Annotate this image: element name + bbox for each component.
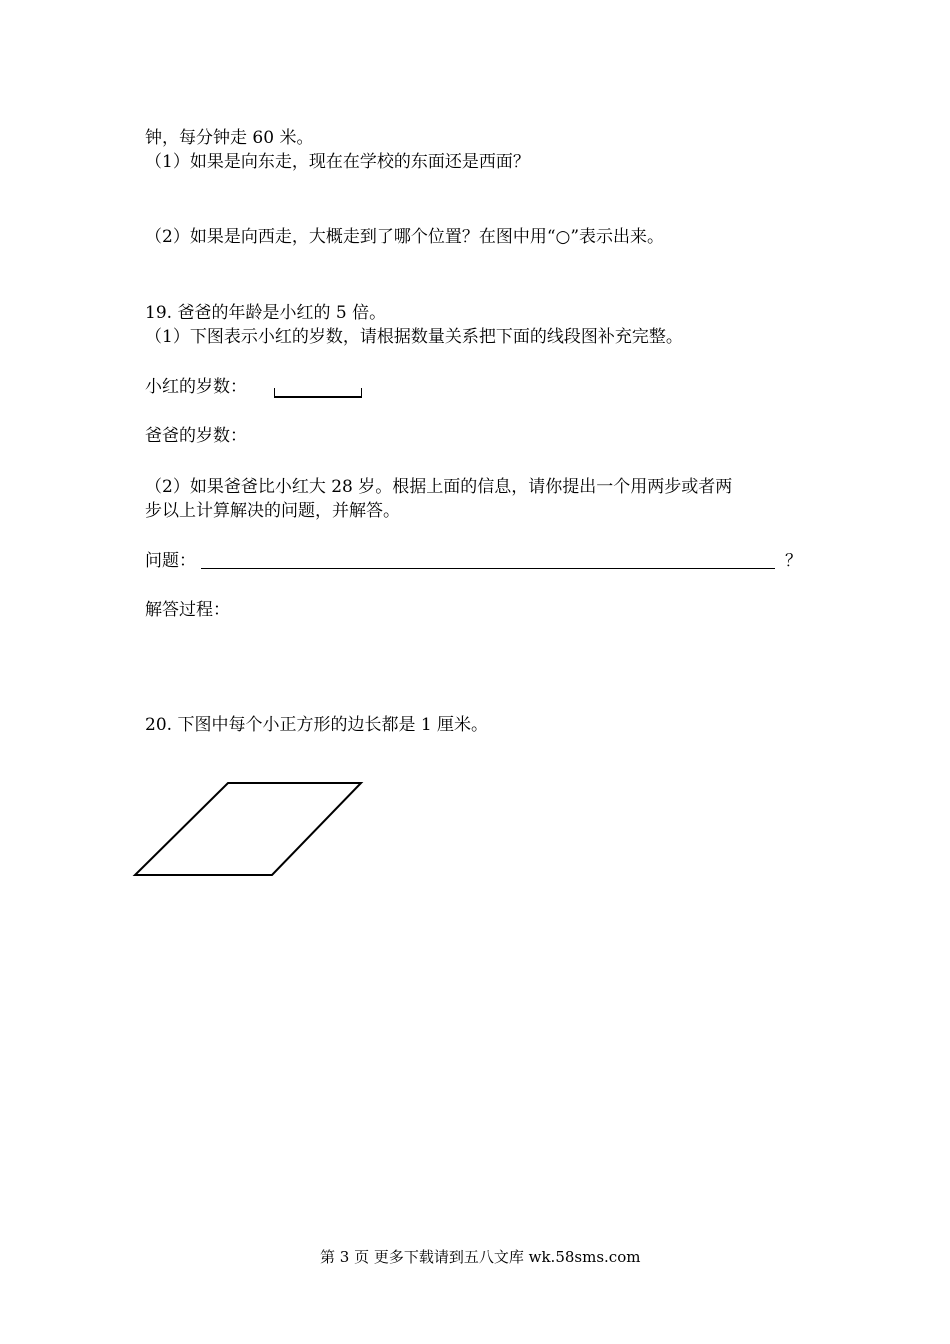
q18-continuation: 钟，每分钟走 60 米。	[145, 128, 314, 148]
q19-title: 19. 爸爸的年龄是小红的 5 倍。	[145, 303, 387, 323]
answer-process-label: 解答过程：	[145, 600, 230, 620]
q19-part2-line2: 步以上计算解决的问题，并解答。	[145, 501, 400, 521]
baba-age-label: 爸爸的岁数：	[145, 426, 247, 446]
q18-part1: （1）如果是向东走，现在在学校的东面还是西面？	[145, 152, 530, 172]
q19-part1: （1）下图表示小红的岁数，请根据数量关系把下面的线段图补充完整。	[145, 327, 683, 347]
parallelogram	[135, 783, 361, 875]
page-footer: 第 3 页 更多下载请到五八文库 wk.58sms.com	[320, 1248, 641, 1266]
q19-part2-line1: （2）如果爸爸比小红大 28 岁。根据上面的信息，请你提出一个用两步或者两	[145, 477, 733, 497]
xiaohong-age-label: 小红的岁数：	[145, 377, 247, 397]
question-mark: ？	[785, 551, 802, 571]
q18-part2: （2）如果是向西走，大概走到了哪个位置？在图中用“○”表示出来。	[145, 227, 665, 247]
question-label: 问题：	[145, 551, 196, 571]
q20-title: 20. 下图中每个小正方形的边长都是 1 厘米。	[145, 715, 489, 735]
